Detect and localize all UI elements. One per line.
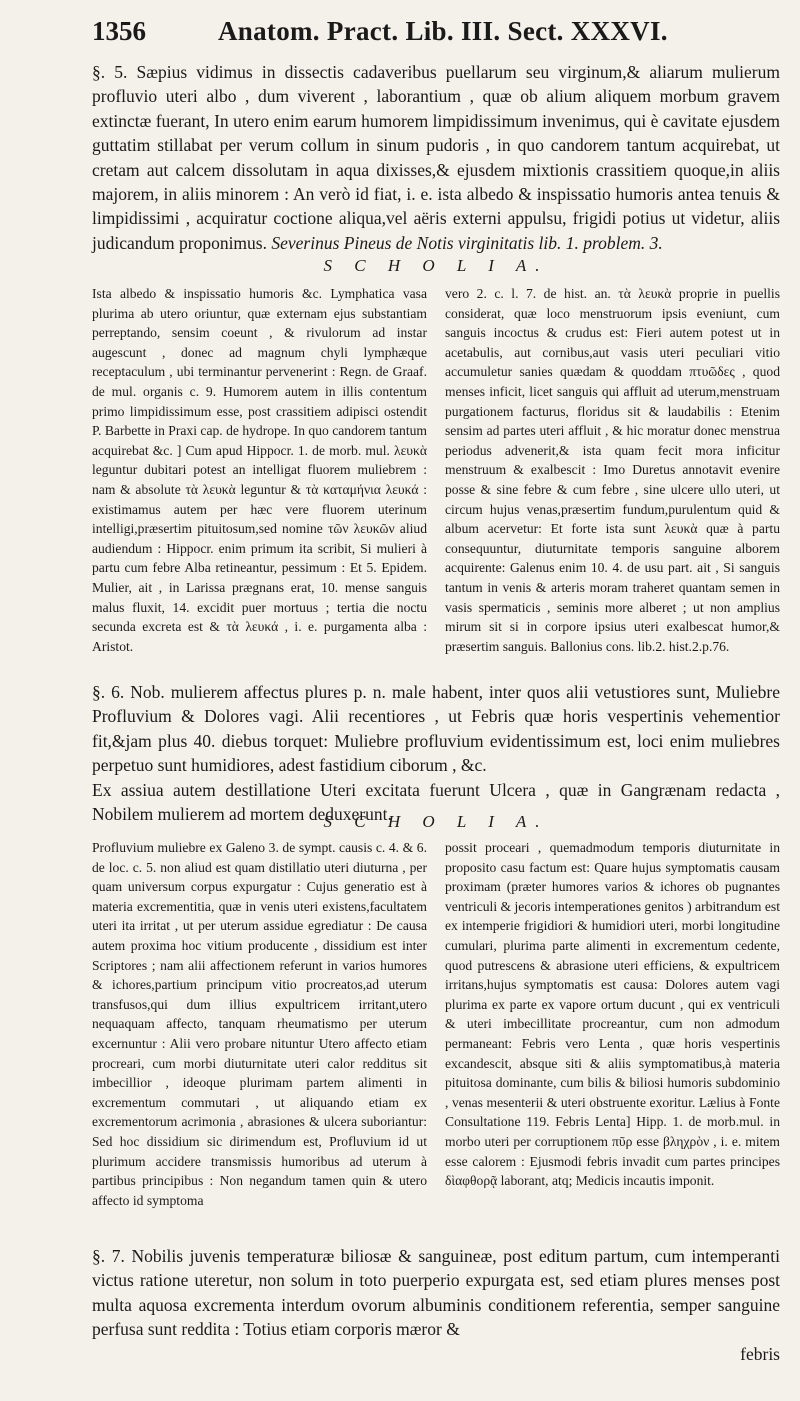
scholia-1-right-text: vero 2. c. l. 7. de hist. an. τὰ λευκὰ proprie in puellis considerat, quæ loco menstruorum ipsis eveniunt, cum sanguis incoctus & crudus est: Fieri autem potest ut in acetabulis, aut cornibus,aut vasis uteri peculiari vitio accumuletur sanies quædam & quoddam πτυῶδες , quod menses inficit, licet sanguis qui affluit ad uterum,menstruam purgationem facturus, floridus sit & laudabilis : Etenim sensim ad partes uteri affluit , & hic moratur donec menstrua periodus advenerit,& ista quam fecit mora inficitur menstruum & exalbescit : Imo Duretus annotavit evenire posse & sine febre & cum febre , sine ulcere ullo uteri, ut circum hujus venas,præsertim fundum,purulentum quid & album acervetur: Et forte ista sunt λευκὰ quæ à partu consequuntur, diuturnitate temporis sanguine alborem acquirente: Galenus enim 10. 4. de usu part. ait , Si sanguis tantum in venis & arteris moram traheret quantam semen in vasis spermaticis , seminis more alberet ; ut non amplius mirum sit si in corpore ipsius uteri exalbescat humor,& præsertim sanguis. Ballonius cons. lib.2. hist.2.p.76. [445,286,780,654]
scholia-2-left-text: Profluvium muliebre ex Galeno 3. de sympt. causis c. 4. & 6. de loc. c. 5. non aliud est quam distillatio uteri diuturna , per quam universum corpus expurgatur : Cujus generatio est à materia excrementitia, quæ in venis uteri existens,facultatem uteri ita irritat , ut per uterum assidue egrediatur : De causa autem proxima hoc vitium producente , dissidium est inter Scriptores ; nam alii affectionem referunt in varios humores & ichores,partium principum vitio procreatos,ad uterum transfusos,qui dum illius expultricem irritant,utero nequaquam affecto, tanquam rheumatismo per uterum excernuntur : Alii vero probare nituntur Utero affecto etiam procreari, cum morbi diuturnitate uteri calor redditus sit imbecillior , ideoque plurimam partem alimenti in excrementum commutari , ut aliquando etiam ex excrementorum acrimonia , abrasiones & ulcera suboriantur: Sed hoc dissidium sic dirimendum est, Profluvium id ut plurimum accidere transmissis humoribus ad uterum à partibus principibus : Non negandum tamen quin & utero affecto id symptoma [92,840,427,1208]
page-number: 1356 [92,16,146,46]
scholia-2-columns [92,838,780,1210]
scholia-2-left-column [92,838,427,1210]
scholia-2-right-text: possit proceari , quemadmodum temporis diuturnitate in proposito casu factum est: Quare hujus symptomatis causam proximam (præter humores varios & ichores ob pugnantes ventriculi & jecoris intemperationes genitos ) arbitrandum est ex intemperie frigidiori & humidiori uteri, morbi longitudine cumulari, plurima parte alimenti in excrementum cedente, quod putrescens & abrasione uteri efficiens, & expultricem irritans,hujus symptomatis est causa: Dolores autem vagi plurima ex parte ex vapore ortum ducunt , qui ex ventriculi & uteri imbecillitate procreantur, cum non admodum permaneant: Febris vero Lenta , quæ horis vespertinis excandescit, absque siti & aliis symptomatibus,à materia pituitosa dominante, cum bilis & biliosi humoris subdominio , venas mesenterii & uteri obstruente exoritur. Lælius à Fonte Consultatione 119. Febris Lenta] Hipp. 1. de morb.mul. in morbo uteri per corruptionem πῦρ esse βληχρὸν , i. e. mitem esse calorem : Ejusmodi febris invadit cum partes principes δὶαφθορᾷ laborant, atq; Medicis incautis imponit. [445,840,780,1189]
scholia-1-left-text: Ista albedo & inspissatio humoris &c. Lymphatica vasa plurima ab utero oriuntur, quæ externam ejus substantiam perreptando, sensim coeunt , & rivulorum ad instar augescunt , donec ad magnum chyli lymphæque receptaculum , ubi terminantur pervenerint : Regn. de Graaf. de mul. organis c. 9. Humorem autem in illis contentum primo limpidissimum esse, post crassitiem adipisci ostendit P. Barbette in Praxi cap. de hydrope. In quo candorem tantum acquirebat &c. ] Cum apud Hippocr. 1. de morb. mul. λευκὰ leguntur dubitari potest an intelligat fluorem muliebrem : nam & absolute τὰ λευκὰ leguntur & τὰ καταμήνια λευκά : existimamus autem per hæc vere fluorem uterinum intelligi,præsertim pituitosum,sed nomine τῶν λευκῶν aliud audiendum : Hippocr. enim primum ita scribit, Si mulieri à partu cum febre Alba retineantur, pessimum : Et 5. Epidem. Mulier, ait , in Larissa prægnans erat, 10. mense sanguis malus fluxit, 14. excidit puer mortuus ; tertia die noctu secunda excreta est & τὰ λευκά , i. e. purgamenta alba : Aristot. [92,286,427,654]
section-6-text-2: Ex assiua autem destillatione Uteri excitata fuerunt Ulcera , quæ in Gangrænam redacta , Nobilem mulierem ad mortem deduxerunt. [92,779,780,825]
page-header [92,14,780,54]
catchword: febris [740,1343,780,1364]
section-6 [92,680,780,826]
scholia-heading-1: S C H O L I A. [323,256,549,275]
running-head: Anatom. Pract. Lib. III. Sect. XXXVI. [218,16,668,46]
scholia-1-columns [92,284,780,656]
section-5-text: §. 5. Sæpius vidimus in dissectis cadaveribus puellarum seu virginum,& aliarum mulierum profluvio uteri albo , dum viverent , laborantium , quæ ob alium aliquem morbum gravem extinctæ fuerant, In utero enim earum humorem limpidissimum invenimus, qui è cavitate ejusdem guttatim stillabat per verum collum in sinum pudoris , in quo candorem tantum acquirebat, ut cretam aut calcem dissolutam in aqua dixisses,& ejusdem mixtionis crassitiem quoque,in aliis majorem, in aliis minorem : An verò id fiat, i. e. ista albedo & inspissatio humoris antea tenuis & limpidissimi , acquiratur coctione aliqua,vel aëris externi appulsu, frigidi potius ut videtur, aliis judicandum proponimus. Severinus Pineus de Notis virginitatis lib. 1. problem. 3. [92,62,780,253]
section-7 [92,1244,780,1366]
scholia-2-right-column [445,838,780,1210]
section-5-citation: Severinus Pineus de Notis virginitatis lib. 1. problem. 3. [271,232,663,253]
scholia-1-right-column [445,284,780,656]
section-7-text: §. 7. Nobilis juvenis temperaturæ biliosæ & sanguineæ, post editum partum, cum intemperanti victus ratione uteretur, non solum in toto puerperio expurgata est, sed etiam plures menses post multa aquosa excrementa interdum ovorum albuminis conditionem referentia, semper sanguine perfusa sunt reddita : Totius etiam corporis mæror & [92,1246,780,1340]
section-5 [92,60,780,255]
section-6-text: §. 6. Nob. mulierem affectus plures p. n. male habent, inter quos alii vetustiores sunt, Muliebre Profluvium & Dolores vagi. Alii recentiores , ut Febris quæ horis vespertinis vehementior fit,&jam plus 40. diebus torquet: Muliebre profluvium evidentissimum est, loci enim muliebres perpetuo sunt humidiores, adest fastidium ciborum , &c. [92,682,780,776]
scholia-heading-2: S C H O L I A. [323,812,549,831]
scholia-1-left-column [92,284,427,656]
